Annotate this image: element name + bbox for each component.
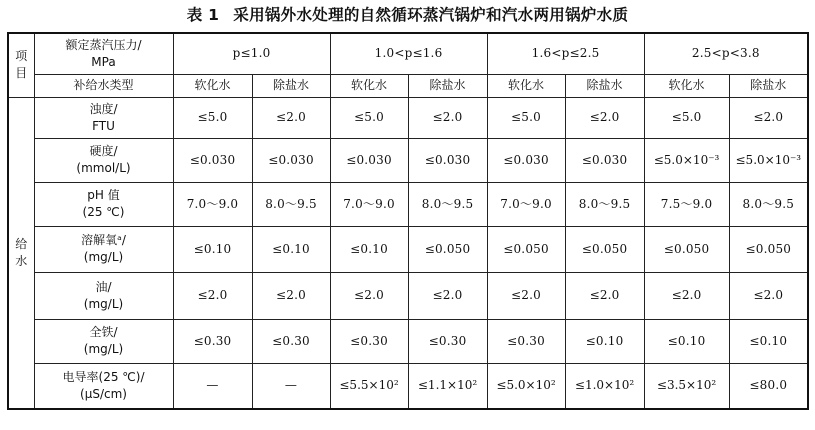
table-row bbox=[8, 319, 808, 363]
water-type-cell: 软化水 bbox=[173, 74, 252, 97]
value-cell: ≤0.30 bbox=[487, 319, 565, 363]
parameter-name: 油/ bbox=[95, 279, 112, 294]
value-cell: ≤0.050 bbox=[487, 226, 565, 272]
value-cell: 7.0～9.0 bbox=[330, 182, 408, 226]
header-row-water-type bbox=[8, 74, 808, 97]
value-cell: ≤5.0×10² bbox=[487, 363, 565, 409]
parameter-unit: (25 ℃) bbox=[82, 205, 125, 219]
value-cell: ≤0.10 bbox=[644, 319, 729, 363]
value-cell: ≤2.0 bbox=[729, 97, 808, 138]
value-cell: ≤0.030 bbox=[408, 138, 487, 182]
value-cell: — bbox=[252, 363, 330, 409]
value-cell: ≤5.0 bbox=[173, 97, 252, 138]
parameter-name: pH 值 bbox=[87, 188, 120, 202]
water-type-cell: 除盐水 bbox=[729, 74, 808, 97]
parameter-unit: FTU bbox=[92, 118, 115, 133]
value-cell: ≤0.10 bbox=[330, 226, 408, 272]
table-row bbox=[8, 226, 808, 272]
value-cell: ≤5.0 bbox=[487, 97, 565, 138]
feedwater-rows bbox=[8, 97, 808, 409]
value-cell: ≤0.050 bbox=[408, 226, 487, 272]
pressure-range-4: 2.5<p<3.8 bbox=[644, 33, 808, 74]
value-cell: 8.0～9.5 bbox=[565, 182, 644, 226]
value-cell: ≤2.0 bbox=[565, 97, 644, 138]
parameter-name-cell bbox=[34, 272, 173, 319]
value-cell: — bbox=[173, 363, 252, 409]
pressure-range-3: 1.6<p≤2.5 bbox=[487, 33, 644, 74]
value-cell: ≤0.10 bbox=[729, 319, 808, 363]
value-cell: ≤0.050 bbox=[644, 226, 729, 272]
value-cell: ≤0.10 bbox=[252, 226, 330, 272]
value-cell: 7.0～9.0 bbox=[173, 182, 252, 226]
value-cell: ≤5.0×10⁻³ bbox=[644, 138, 729, 182]
value-cell: ≤0.10 bbox=[565, 319, 644, 363]
value-cell: 8.0～9.5 bbox=[408, 182, 487, 226]
value-cell: ≤2.0 bbox=[487, 272, 565, 319]
table-row bbox=[8, 138, 808, 182]
value-cell: ≤1.0×10² bbox=[565, 363, 644, 409]
pressure-range-1: p≤1.0 bbox=[173, 33, 330, 74]
table-caption bbox=[0, 3, 815, 27]
parameter-unit: (μS/cm) bbox=[80, 386, 127, 401]
parameter-unit: (mg/L) bbox=[83, 250, 124, 264]
makeup-water-header: 补给水类型 bbox=[34, 74, 173, 97]
parameter-name: 溶解氧ᵃ/ bbox=[81, 233, 126, 247]
parameter-name-cell bbox=[34, 226, 173, 272]
value-cell: ≤2.0 bbox=[408, 97, 487, 138]
parameter-name: 浊度/ bbox=[89, 101, 118, 116]
parameter-name-cell bbox=[34, 319, 173, 363]
value-cell: ≤0.030 bbox=[252, 138, 330, 182]
table-number: 表 1 bbox=[186, 6, 220, 24]
value-cell: ≤0.030 bbox=[173, 138, 252, 182]
value-cell: ≤0.050 bbox=[729, 226, 808, 272]
value-cell: ≤0.050 bbox=[565, 226, 644, 272]
parameter-name-cell bbox=[34, 363, 173, 409]
table-row bbox=[8, 182, 808, 226]
pressure-range-2: 1.0<p≤1.6 bbox=[330, 33, 487, 74]
value-cell: ≤0.30 bbox=[252, 319, 330, 363]
value-cell: ≤1.1×10² bbox=[408, 363, 487, 409]
section-label-char: 水 bbox=[15, 253, 28, 268]
parameter-name-cell bbox=[34, 97, 173, 138]
parameter-name: 全铁/ bbox=[89, 325, 118, 339]
value-cell: ≤5.0 bbox=[330, 97, 408, 138]
value-cell: 8.0～9.5 bbox=[252, 182, 330, 226]
value-cell: ≤2.0 bbox=[644, 272, 729, 319]
value-cell: ≤0.10 bbox=[173, 226, 252, 272]
pressure-header-cell bbox=[34, 33, 173, 74]
value-cell: ≤2.0 bbox=[252, 97, 330, 138]
water-type-cell: 软化水 bbox=[487, 74, 565, 97]
value-cell: ≤5.0×10⁻³ bbox=[729, 138, 808, 182]
value-cell: 7.5～9.0 bbox=[644, 182, 729, 226]
parameter-unit: (mg/L) bbox=[83, 342, 124, 356]
water-type-cell: 除盐水 bbox=[408, 74, 487, 97]
water-type-cell: 除盐水 bbox=[565, 74, 644, 97]
pressure-unit: MPa bbox=[91, 54, 116, 69]
value-cell: ≤3.5×10² bbox=[644, 363, 729, 409]
value-cell: ≤0.030 bbox=[330, 138, 408, 182]
parameter-name-cell bbox=[34, 138, 173, 182]
item-header-char: 项 bbox=[15, 49, 28, 64]
value-cell: ≤2.0 bbox=[408, 272, 487, 319]
water-type-cell: 软化水 bbox=[330, 74, 408, 97]
parameter-name-cell bbox=[34, 182, 173, 226]
value-cell: ≤0.30 bbox=[173, 319, 252, 363]
item-header-cell bbox=[8, 33, 34, 97]
value-cell: ≤2.0 bbox=[330, 272, 408, 319]
pressure-label: 额定蒸汽压力/ bbox=[65, 37, 142, 52]
section-label-char: 给 bbox=[15, 236, 28, 251]
parameter-name: 硬度/ bbox=[89, 144, 118, 158]
header-row-pressure bbox=[8, 33, 808, 74]
value-cell: ≤5.0 bbox=[644, 97, 729, 138]
water-type-cell: 软化水 bbox=[644, 74, 729, 97]
value-cell: ≤0.30 bbox=[330, 319, 408, 363]
value-cell: ≤2.0 bbox=[252, 272, 330, 319]
water-quality-table bbox=[7, 32, 809, 410]
value-cell: ≤80.0 bbox=[729, 363, 808, 409]
value-cell: ≤0.30 bbox=[408, 319, 487, 363]
water-type-cell: 除盐水 bbox=[252, 74, 330, 97]
parameter-unit: (mg/L) bbox=[83, 296, 124, 311]
value-cell: 8.0～9.5 bbox=[729, 182, 808, 226]
feedwater-section-cell bbox=[8, 97, 34, 409]
value-cell: ≤0.030 bbox=[487, 138, 565, 182]
table-row bbox=[8, 272, 808, 319]
parameter-name: 电导率(25 ℃)/ bbox=[62, 369, 145, 384]
table-row bbox=[8, 363, 808, 409]
value-cell: ≤0.030 bbox=[565, 138, 644, 182]
value-cell: ≤5.5×10² bbox=[330, 363, 408, 409]
table-row bbox=[8, 97, 808, 138]
value-cell: ≤2.0 bbox=[729, 272, 808, 319]
item-header-char: 目 bbox=[15, 66, 28, 81]
parameter-unit: (mmol/L) bbox=[76, 161, 131, 175]
value-cell: ≤2.0 bbox=[565, 272, 644, 319]
value-cell: 7.0～9.0 bbox=[487, 182, 565, 226]
table-title: 采用锅外水处理的自然循环蒸汽锅炉和汽水两用锅炉水质 bbox=[233, 6, 629, 24]
value-cell: ≤2.0 bbox=[173, 272, 252, 319]
